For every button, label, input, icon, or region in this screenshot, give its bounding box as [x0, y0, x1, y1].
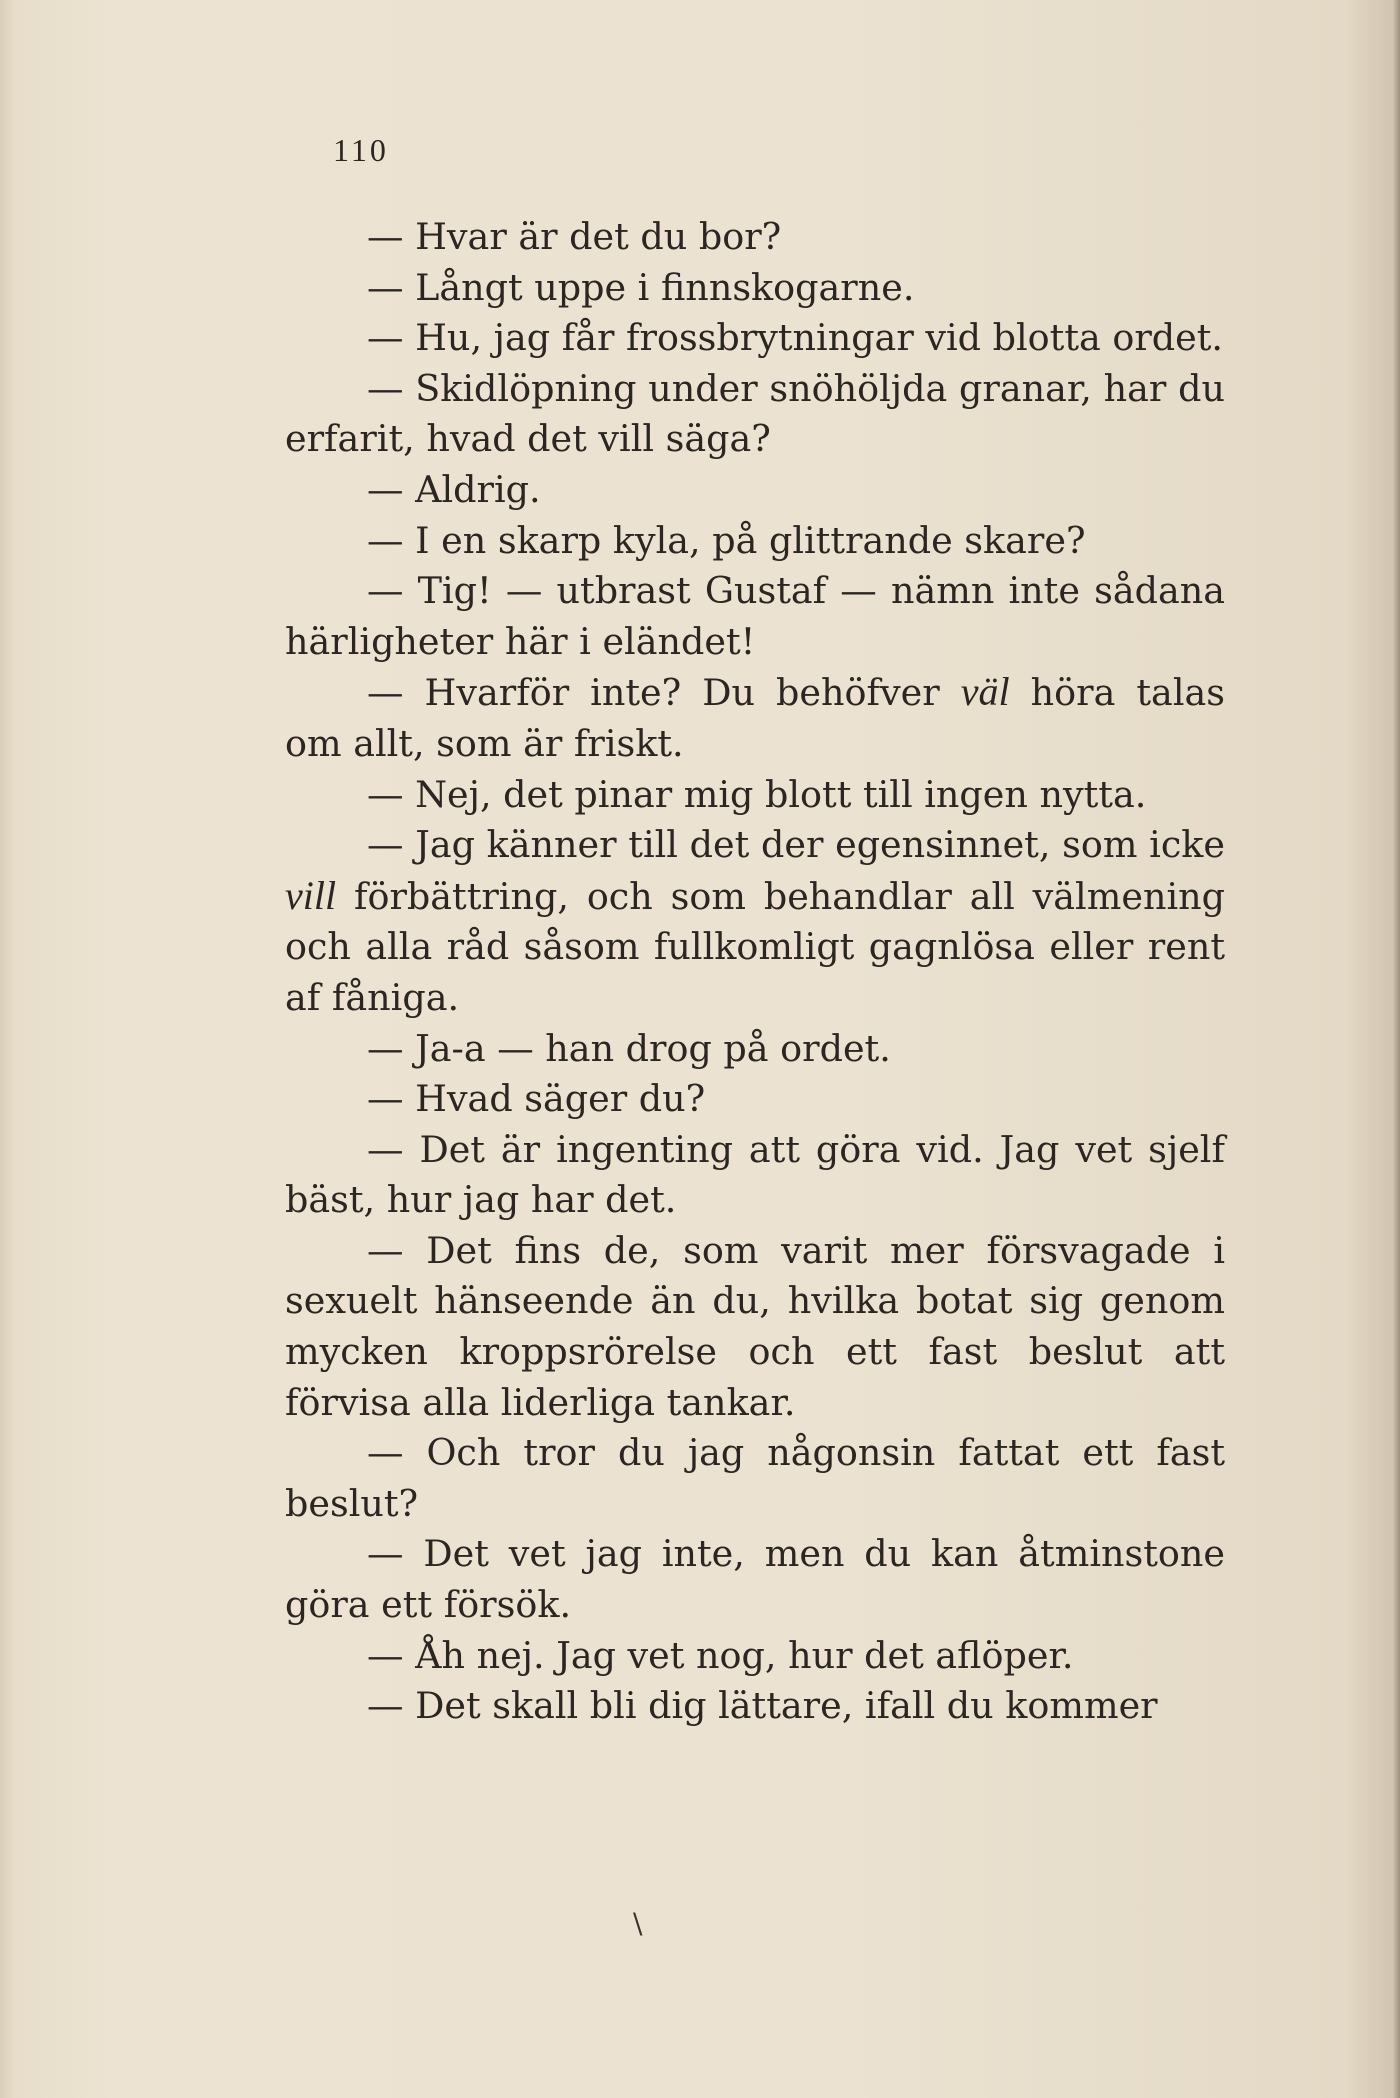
body-text [285, 212, 1225, 1732]
paragraph: — Ja-a — han drog på ordet. [367, 1026, 891, 1070]
page-left-edge [0, 0, 14, 2098]
paragraph: — Åh nej. Jag vet nog, hur det aflöper. [367, 1633, 1074, 1677]
paragraph: — Hvarför inte? Du behöfver väl höra talas om allt, som är friskt. [285, 669, 1225, 765]
paragraph: — Tig! — utbrast Gustaf — nämn inte sådana härligheter här i eländet! [285, 569, 1225, 663]
paragraph: — Det är ingenting att göra vid. Jag vet sjelf bäst, hur jag har det. [285, 1127, 1225, 1222]
paragraph: — Och tror du jag någonsin fattat ett fast beslut? [285, 1431, 1225, 1525]
paragraph: — Det skall bli dig lättare, ifall du kommer [367, 1684, 1158, 1728]
paragraph: — Aldrig. [367, 467, 541, 511]
paragraph: — Hu, jag får frossbrytningar vid blotta ordet. [367, 316, 1224, 360]
paragraph: — Hvar är det du bor? [367, 215, 782, 258]
emphasis: vill [285, 872, 337, 918]
paragraph: — Skidlöpning under snöhöljda granar, har du erfarit, hvad det vill säga? [285, 366, 1225, 461]
paragraph: — Det vet jag inte, men du kan åtminstone göra ett försök. [285, 1532, 1225, 1627]
emphasis: väl [960, 669, 1010, 715]
paragraph: — Jag känner till det der egensinnet, som icke vill förbättring, och som behandlar all välmening och alla råd såsom fullkomligt gagnlösa eller rent af fåniga. [285, 823, 1225, 1019]
page-right-edge [1392, 0, 1400, 2098]
paragraph: — Hvad säger du? [367, 1077, 706, 1121]
paragraph: — Det fins de, som varit mer försvagade i sexuelt hänseende än du, hvilka botat sig genom mycken kroppsrörelse och ett fast beslut att förvisa alla liderliga tankar. [285, 1228, 1225, 1424]
page-number: 110 [333, 132, 389, 168]
stray-ink-mark: \ [633, 1907, 643, 1940]
paragraph: — Nej, det pinar mig blott till ingen nytta. [367, 772, 1147, 816]
paragraph: — I en skarp kyla, på glittrande skare? [367, 518, 1086, 562]
paragraph: — Långt uppe i finnskogarne. [367, 265, 915, 309]
